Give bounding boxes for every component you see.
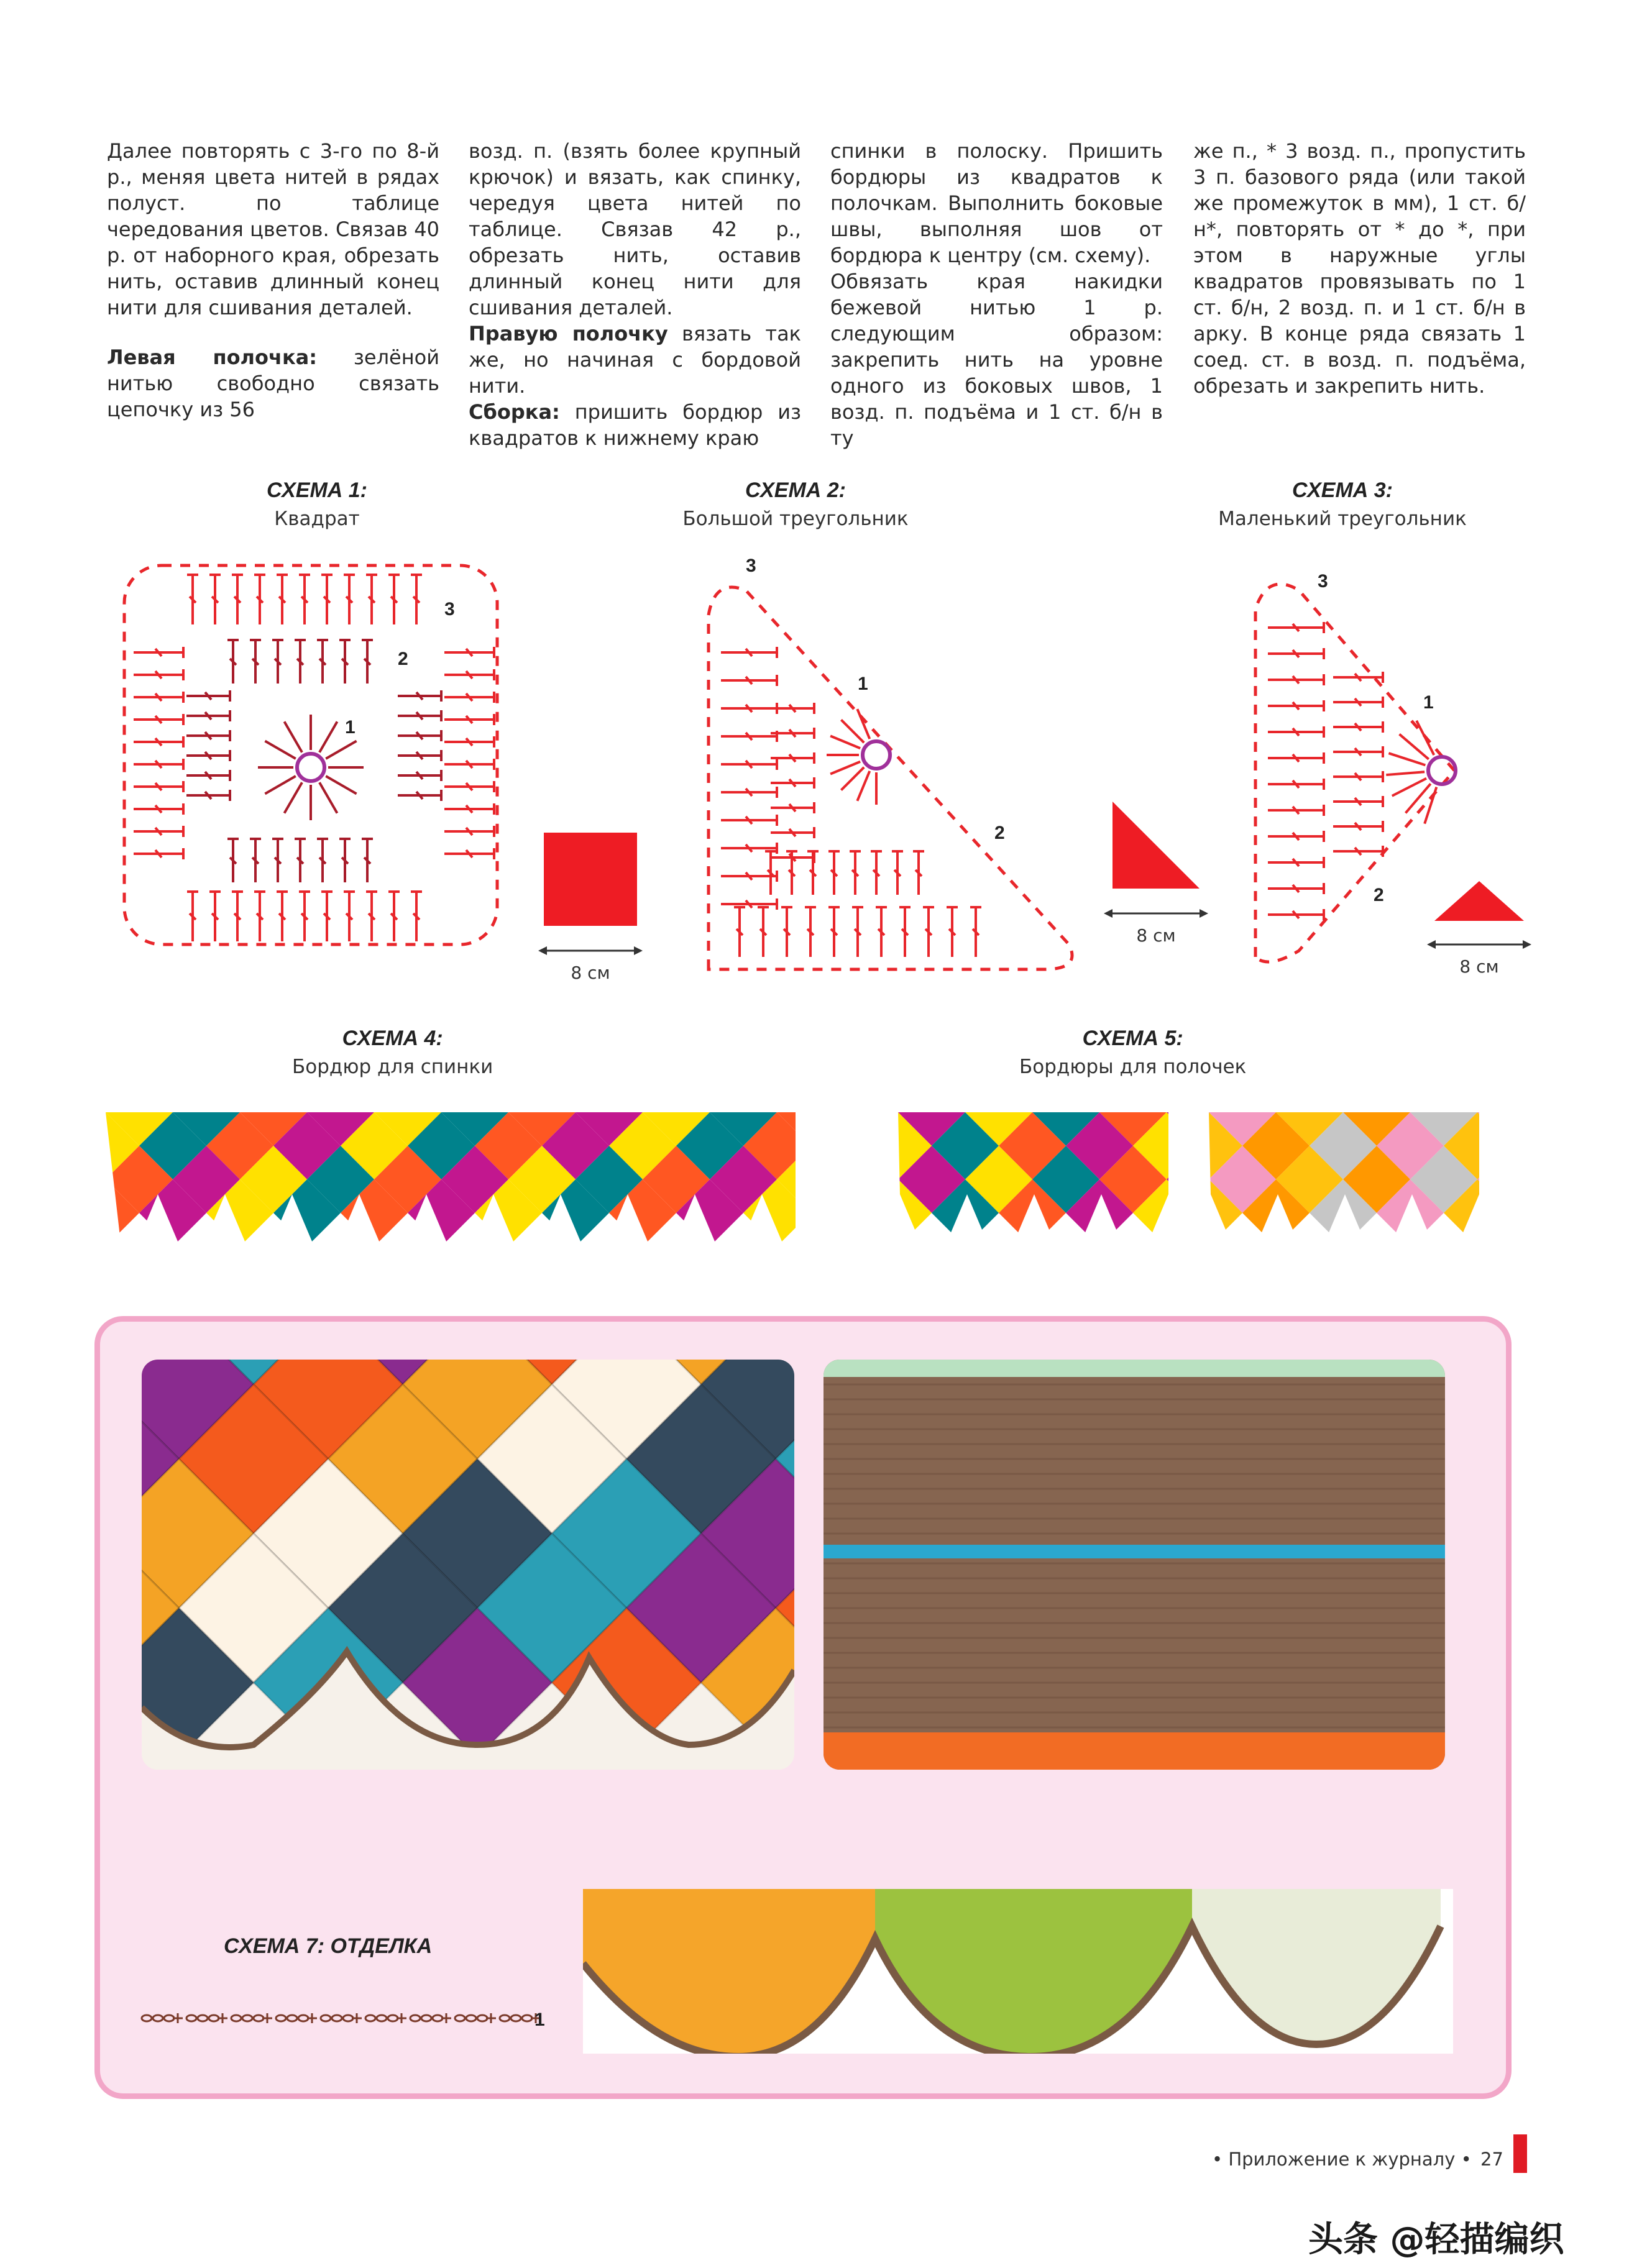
scheme-subtitle: Большой треугольник [682, 508, 909, 530]
scheme-1-diagram [106, 547, 528, 982]
scheme-2-caption [646, 478, 945, 530]
round-label-1: 1 [858, 674, 868, 694]
bold-lead: Сборка: [469, 400, 560, 424]
red-triangle-swatch [1434, 881, 1524, 921]
round-label-3: 3 [444, 599, 455, 620]
scheme-5-border-diagram-left [898, 1112, 1168, 1280]
footer-text: • Приложение к журналу • [1212, 2149, 1472, 2170]
scheme-4-caption [292, 1027, 493, 1078]
round-label-2: 2 [1374, 885, 1384, 905]
scheme-title: СХЕМА 2: [745, 478, 846, 502]
scheme-1-swatch [534, 826, 646, 988]
round-label-2: 2 [398, 649, 408, 669]
scheme-7-diagram [135, 2000, 558, 2037]
scheme-3-swatch [1423, 870, 1535, 994]
watermark: 头条 @轻描编织 [1308, 2220, 1564, 2260]
round-label-3: 3 [1318, 571, 1328, 592]
scheme-title: СХЕМА 7: ОТДЕЛКА [224, 1934, 433, 1958]
scheme-4-border-diagram [106, 1112, 796, 1280]
dimension-label: 8 см [1459, 956, 1499, 977]
red-square-swatch [544, 833, 637, 926]
paragraph: Далее повторять с 3-го по 8-й р., меняя цвета нитей в рядах полуст. по таблице чередования цветов. Связав 40 р. от наборного края, обрезать нить, оставив длинный конец нити для сшивания деталей. [107, 139, 439, 319]
scheme-5-caption [1019, 1027, 1246, 1078]
bold-lead: Левая полочка: [107, 345, 318, 369]
paragraph: же п., * 3 возд. п., пропустить 3 п. базового ряда (или такой же промежуток в мм), 1 ст. б/н*, повторять от * до *, при этом в наружные углы квадратов провязывать по 1 ст. б/н, 2 возд. п. и 1 ст. б/н в арку. В конце ряда связать 1 соед. ст. в возд. п. подъёма, обрезать и закрепить нить. [1193, 139, 1526, 398]
paragraph: спинки в полоску. Пришить бордюры из квадратов к полочкам. Выполнить боковые швы, выполняя шов от бордюра к центру (см. схему). [830, 139, 1163, 267]
scheme-subtitle: Бордюры для полочек [1019, 1056, 1247, 1078]
scheme-7-caption [224, 1934, 432, 1959]
bold-lead: Правую полочку [469, 322, 668, 345]
scheme-1-caption [186, 478, 447, 530]
paragraph: Обвязать края накидки бежевой нитью 1 р. следующим образом: закрепить нить на уровне одного из боковых швов, 1 возд. п. подъёма и 1 ст. б/н в ту [830, 270, 1163, 450]
scheme-2-diagram [671, 541, 1094, 988]
round-label-1: 1 [1423, 692, 1434, 713]
round-label-3: 3 [746, 556, 756, 576]
scheme-3-caption [1181, 478, 1504, 530]
scheme-subtitle: Бордюр для спинки [292, 1056, 493, 1078]
page-number: 27 [1480, 2149, 1503, 2170]
text-column-3 [830, 138, 1163, 451]
paragraph-text: пришить бордюр из квадратов к нижнему краю [469, 400, 801, 450]
paragraph-text: вязать так же, но начиная с бордовой нити. [469, 322, 801, 398]
magic-ring [297, 754, 324, 781]
red-triangle-swatch [1113, 802, 1200, 889]
text-column-2 [469, 138, 801, 451]
scheme-title: СХЕМА 4: [342, 1027, 443, 1050]
paragraph [469, 321, 801, 399]
dimension-label: 8 см [571, 963, 610, 983]
scheme-5-border-diagram-right [1209, 1112, 1479, 1280]
text-column-4 [1193, 138, 1526, 399]
round-label-2: 2 [994, 823, 1005, 843]
row-label: 1 [534, 2010, 545, 2030]
photo-granny-square-border [142, 1360, 794, 1770]
footer-mark [1513, 2134, 1527, 2173]
paragraph [107, 344, 439, 423]
magic-ring [1428, 757, 1456, 784]
paragraph-text: зелёной нитью свободно связать цепочку из 56 [107, 345, 439, 421]
scheme-title: СХЕМА 1: [266, 478, 367, 502]
paragraph [469, 399, 801, 451]
text-column-1 [107, 138, 439, 423]
scheme-subtitle: Маленький треугольник [1218, 508, 1467, 530]
dimension-label: 8 см [1136, 925, 1176, 946]
scheme-title: СХЕМА 3: [1291, 478, 1393, 502]
scheme-2-swatch [1094, 789, 1212, 957]
photo-striped-back [823, 1360, 1445, 1770]
paragraph: возд. п. (взять более крупный крючок) и вязать, как спинку, чередуя цвета нитей по таблице. Связав 42 р., обрезать нить, оставив длинный конец нити для сшивания деталей. [469, 139, 801, 319]
magic-ring [863, 741, 890, 769]
photo-edging-detail [583, 1889, 1453, 2054]
scheme-title: СХЕМА 5: [1082, 1027, 1183, 1050]
round-label-1: 1 [345, 717, 356, 738]
scheme-subtitle: Квадрат [274, 508, 360, 530]
